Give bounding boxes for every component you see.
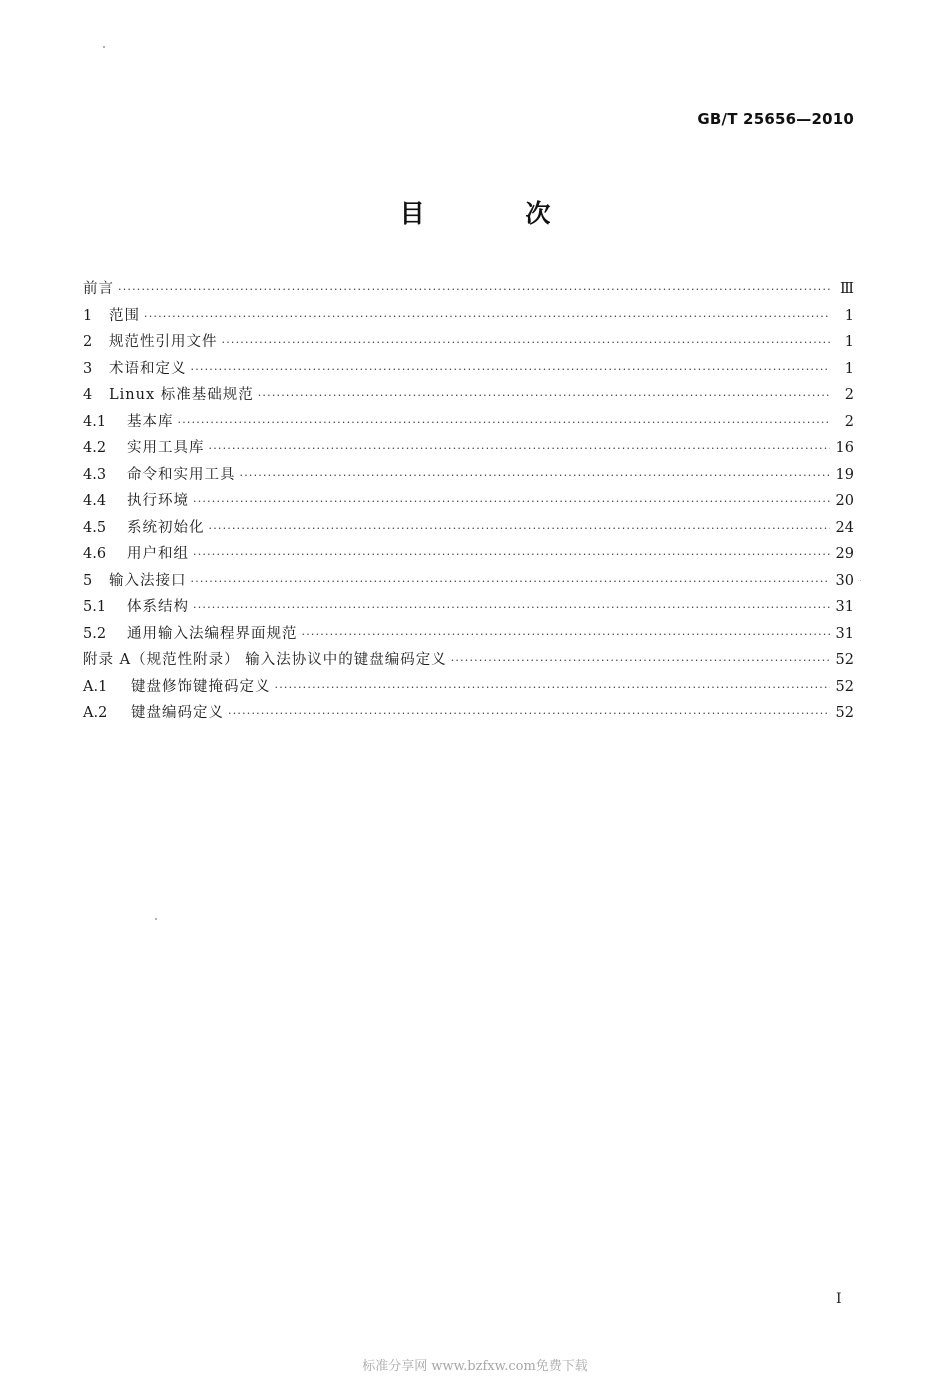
toc-entry-number: 4.3: [83, 466, 107, 483]
toc-entry-page: 16: [835, 440, 854, 456]
toc-entry-label: 键盘修饰键掩码定义: [131, 678, 271, 695]
toc-entry[interactable]: [83, 700, 854, 727]
toc-entry-page: 31: [835, 599, 854, 615]
toc-entry-number: 4.6: [83, 546, 107, 562]
toc-entry-label: 键盘编码定义: [131, 705, 224, 721]
toc-leader-dots: [209, 436, 830, 463]
toc-leader-dots: [193, 489, 830, 516]
toc-leader-dots: [222, 330, 831, 357]
toc-leader-dots: [193, 595, 830, 622]
toc-entry[interactable]: [83, 594, 854, 621]
toc-entry-label: 术语和定义: [109, 360, 187, 377]
toc-entry-label: 前言: [83, 281, 114, 297]
toc-entry-label: 执行环境: [127, 493, 189, 509]
table-of-contents: [83, 276, 854, 727]
toc-entry-page: 24: [835, 519, 854, 536]
toc-leader-dots: [193, 542, 830, 569]
toc-entry[interactable]: [83, 541, 854, 568]
toc-entry[interactable]: [83, 409, 854, 436]
toc-leader-dots: [451, 648, 830, 675]
toc-entry-number: 5: [83, 572, 93, 589]
toc-entry-number: 4.5: [83, 519, 107, 536]
toc-entry-number: A.2: [83, 705, 108, 721]
toc-entry-label: Linux 标准基础规范: [109, 387, 254, 403]
toc-entry-label: 输入法接口: [109, 572, 187, 589]
standard-code: GB/T 25656—2010: [697, 110, 854, 128]
toc-entry[interactable]: [83, 435, 854, 462]
toc-entry[interactable]: [83, 329, 854, 356]
toc-entry-label: 系统初始化: [127, 519, 205, 536]
toc-leader-dots: [178, 410, 831, 437]
toc-entry-label: 规范性引用文件: [109, 334, 218, 350]
toc-entry-page: 19: [835, 466, 854, 483]
toc-entry-page: Ⅲ: [840, 281, 854, 297]
scan-speck: [103, 46, 105, 48]
toc-entry-page: 1: [844, 334, 854, 350]
toc-entry-number: 4.1: [83, 413, 107, 430]
toc-leader-dots: [258, 383, 830, 410]
toc-entry-label: 附录 A（规范性附录） 输入法协议中的键盘编码定义: [83, 652, 447, 668]
scan-speck: [860, 580, 861, 581]
toc-entry-page: 2: [844, 387, 854, 403]
toc-entry[interactable]: [83, 568, 854, 595]
toc-entry-page: 1: [844, 360, 854, 377]
toc-leader-dots: [209, 516, 830, 543]
toc-entry-number: 3: [83, 360, 93, 377]
toc-entry[interactable]: [83, 674, 854, 701]
toc-entry-label: 基本库: [127, 413, 174, 430]
toc-entry-number: 4: [83, 387, 93, 403]
toc-entry[interactable]: [83, 647, 854, 674]
toc-entry[interactable]: [83, 356, 854, 383]
toc-entry-number: 5.1: [83, 599, 107, 615]
toc-entry-label: 实用工具库: [127, 440, 205, 456]
toc-leader-dots: [228, 701, 830, 728]
toc-entry-page: 29: [835, 546, 854, 562]
toc-entry[interactable]: [83, 621, 854, 648]
toc-leader-dots: [118, 277, 830, 304]
toc-leader-dots: [191, 569, 830, 596]
toc-entry[interactable]: [83, 276, 854, 303]
toc-entry-label: 通用输入法编程界面规范: [127, 625, 298, 642]
toc-entry-page: 2: [844, 413, 854, 430]
toc-entry-number: 5.2: [83, 625, 107, 642]
toc-leader-dots: [191, 357, 831, 384]
toc-entry-page: 1: [844, 307, 854, 324]
toc-entry[interactable]: [83, 382, 854, 409]
toc-entry-number: 4.4: [83, 493, 107, 509]
toc-entry-label: 体系结构: [127, 599, 189, 615]
toc-entry-label: 用户和组: [127, 546, 189, 562]
toc-entry[interactable]: [83, 462, 854, 489]
toc-entry-number: A.1: [83, 678, 108, 695]
toc-entry-label: 命令和实用工具: [127, 466, 236, 483]
toc-entry[interactable]: [83, 488, 854, 515]
watermark-text: 标准分享网 www.bzfxw.com免费下载: [362, 1359, 588, 1374]
toc-entry[interactable]: [83, 303, 854, 330]
toc-entry-page: 52: [835, 678, 854, 695]
toc-entry-page: 20: [835, 493, 854, 509]
toc-entry-page: 52: [835, 705, 854, 721]
toc-leader-dots: [144, 304, 830, 331]
toc-leader-dots: [275, 675, 830, 702]
toc-title: 目 次: [399, 199, 597, 228]
toc-entry-number: 4.2: [83, 440, 107, 456]
toc-entry-page: 30: [835, 572, 854, 589]
scan-speck: [155, 918, 157, 920]
toc-entry-number: 2: [83, 334, 93, 350]
toc-entry-page: 31: [835, 625, 854, 642]
page-number: I: [836, 1291, 842, 1307]
toc-leader-dots: [302, 622, 830, 649]
toc-entry[interactable]: [83, 515, 854, 542]
toc-entry-label: 范围: [109, 307, 140, 324]
toc-entry-number: 1: [83, 307, 93, 324]
toc-leader-dots: [240, 463, 830, 490]
toc-entry-page: 52: [835, 652, 854, 668]
